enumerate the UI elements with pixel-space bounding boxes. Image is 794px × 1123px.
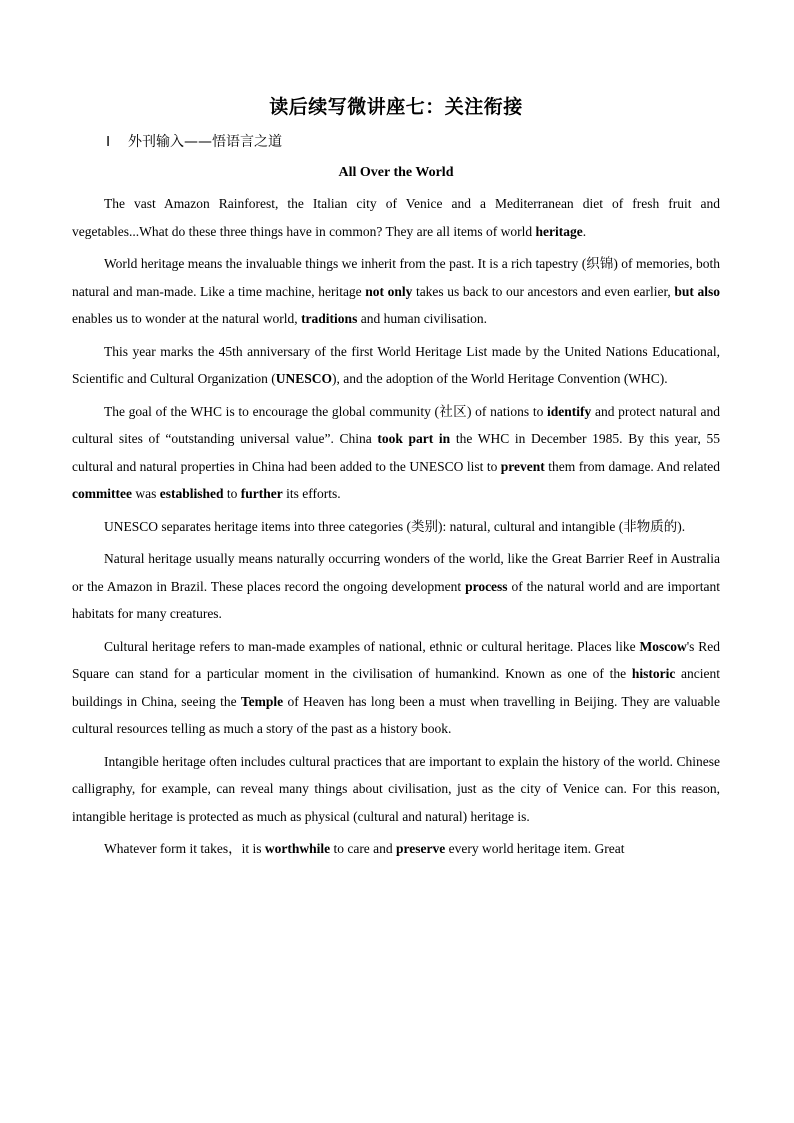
bold-term: preserve	[396, 841, 446, 856]
bold-term: worthwhile	[264, 841, 331, 856]
paragraph-text: was	[131, 486, 160, 501]
section-heading	[106, 131, 720, 151]
bold-term: further	[240, 486, 283, 501]
paragraph-text: enables us to wonder at the natural world,	[72, 311, 302, 326]
article-paragraph	[72, 748, 720, 831]
article-paragraph	[72, 250, 720, 333]
article-paragraph	[72, 513, 720, 541]
article-body	[72, 190, 720, 863]
paragraph-text: to	[223, 486, 241, 501]
page-title: 读后续写微讲座七：关注衔接	[269, 96, 523, 118]
bold-term: Temple	[240, 693, 284, 709]
paragraph-text: The goal of the WHC is to encourage the global community (社区) of nations to	[104, 403, 548, 419]
paragraph-text: Cultural heritage refers to man-made examples of national, ethnic or cultural heritage. Places like	[104, 638, 640, 654]
bold-term: committee	[72, 486, 132, 501]
paragraph-text: ), and the adoption of the World Heritage Convention (WHC).	[331, 371, 668, 386]
paragraph-text: Natural heritage usually means naturally occurring wonders of the world, like the Great Barrier Reef in Australia or the Amazon in Brazil. These places record the ongoing development	[72, 551, 720, 594]
paragraph-text: them from damage. And related	[544, 458, 720, 474]
paragraph-text: and human civilisation.	[357, 311, 488, 326]
paragraph-text: ancient buildings in China, seeing the	[72, 666, 720, 709]
bold-term: established	[159, 486, 224, 501]
paragraph-text: to care and	[330, 841, 397, 856]
paragraph-text: This year marks the 45th anniversary of the first World Heritage List made by the United Nations Educational, Scientific and Cultural Organization (	[72, 343, 720, 386]
paragraph-text: takes us back to our ancestors and even earlier,	[412, 283, 675, 299]
bold-term: but also	[674, 283, 720, 299]
article-paragraph	[72, 835, 720, 863]
article-paragraph	[72, 398, 720, 508]
bold-term: took part in	[377, 431, 451, 446]
article-paragraph	[72, 338, 720, 393]
paragraph-text: Intangible heritage often includes cultural practices that are important to explain the history of the world. Chinese calligraphy, for example, can reveal many things about civilisation, just as the city of Venice can. For this reason, intangible heritage is protected as much as physical (cultural and natural) heritage is.	[72, 753, 720, 824]
bold-term: historic	[631, 666, 676, 681]
paragraph-text: of Heaven has long been a must when travelling in Beijing. They are valuable cultural resources telling as much a story of the past as a history book.	[72, 693, 720, 736]
paragraph-text: World heritage means the invaluable things we inherit from the past. It is a rich tapestry (织锦) of memories, both natural and man-made. Like a time machine, heritage	[72, 256, 720, 299]
paragraph-text: The vast Amazon Rainforest, the Italian city of Venice and a Mediterranean diet of fresh fruit and vegetables...What do these three things have in common? They are all items of world	[72, 196, 720, 239]
article-title: All Over the World	[338, 165, 454, 180]
section-number: Ⅰ	[106, 135, 111, 150]
paragraph-text: the WHC in December 1985. By this year, 55 cultural and natural properties in China had been added to the UNESCO list to	[72, 431, 720, 474]
document-page	[72, 92, 720, 868]
bold-term: traditions	[301, 311, 358, 326]
paragraph-text: UNESCO separates heritage items into three categories (类别): natural, cultural and intangible (非物质的).	[104, 518, 686, 534]
bold-term: identify	[547, 403, 592, 419]
article-paragraph	[72, 545, 720, 628]
paragraph-text: every world heritage item. Great	[445, 841, 625, 856]
bold-term: process	[465, 578, 508, 594]
bold-term: UNESCO	[275, 371, 332, 386]
article-paragraph	[72, 633, 720, 743]
paragraph-text: of the natural world and are important habitats for many creatures.	[72, 578, 720, 621]
paragraph-text: its efforts.	[282, 486, 341, 501]
bold-term: not only	[365, 283, 413, 299]
paragraph-text: Whatever form it takes，it is	[104, 841, 265, 856]
bold-term: Moscow	[639, 638, 687, 654]
paragraph-text: .	[582, 223, 587, 239]
bold-term: heritage	[535, 223, 583, 239]
section-label: 外刊输入——悟语言之道	[128, 134, 282, 150]
article-paragraph	[72, 190, 720, 245]
paragraph-text: and protect natural and cultural sites of “outstanding universal value”. China	[72, 403, 720, 446]
paragraph-text: 's Red Square can stand for a particular moment in the civilisation of humankind. Known as one of the	[72, 638, 721, 681]
bold-term: prevent	[500, 458, 545, 474]
